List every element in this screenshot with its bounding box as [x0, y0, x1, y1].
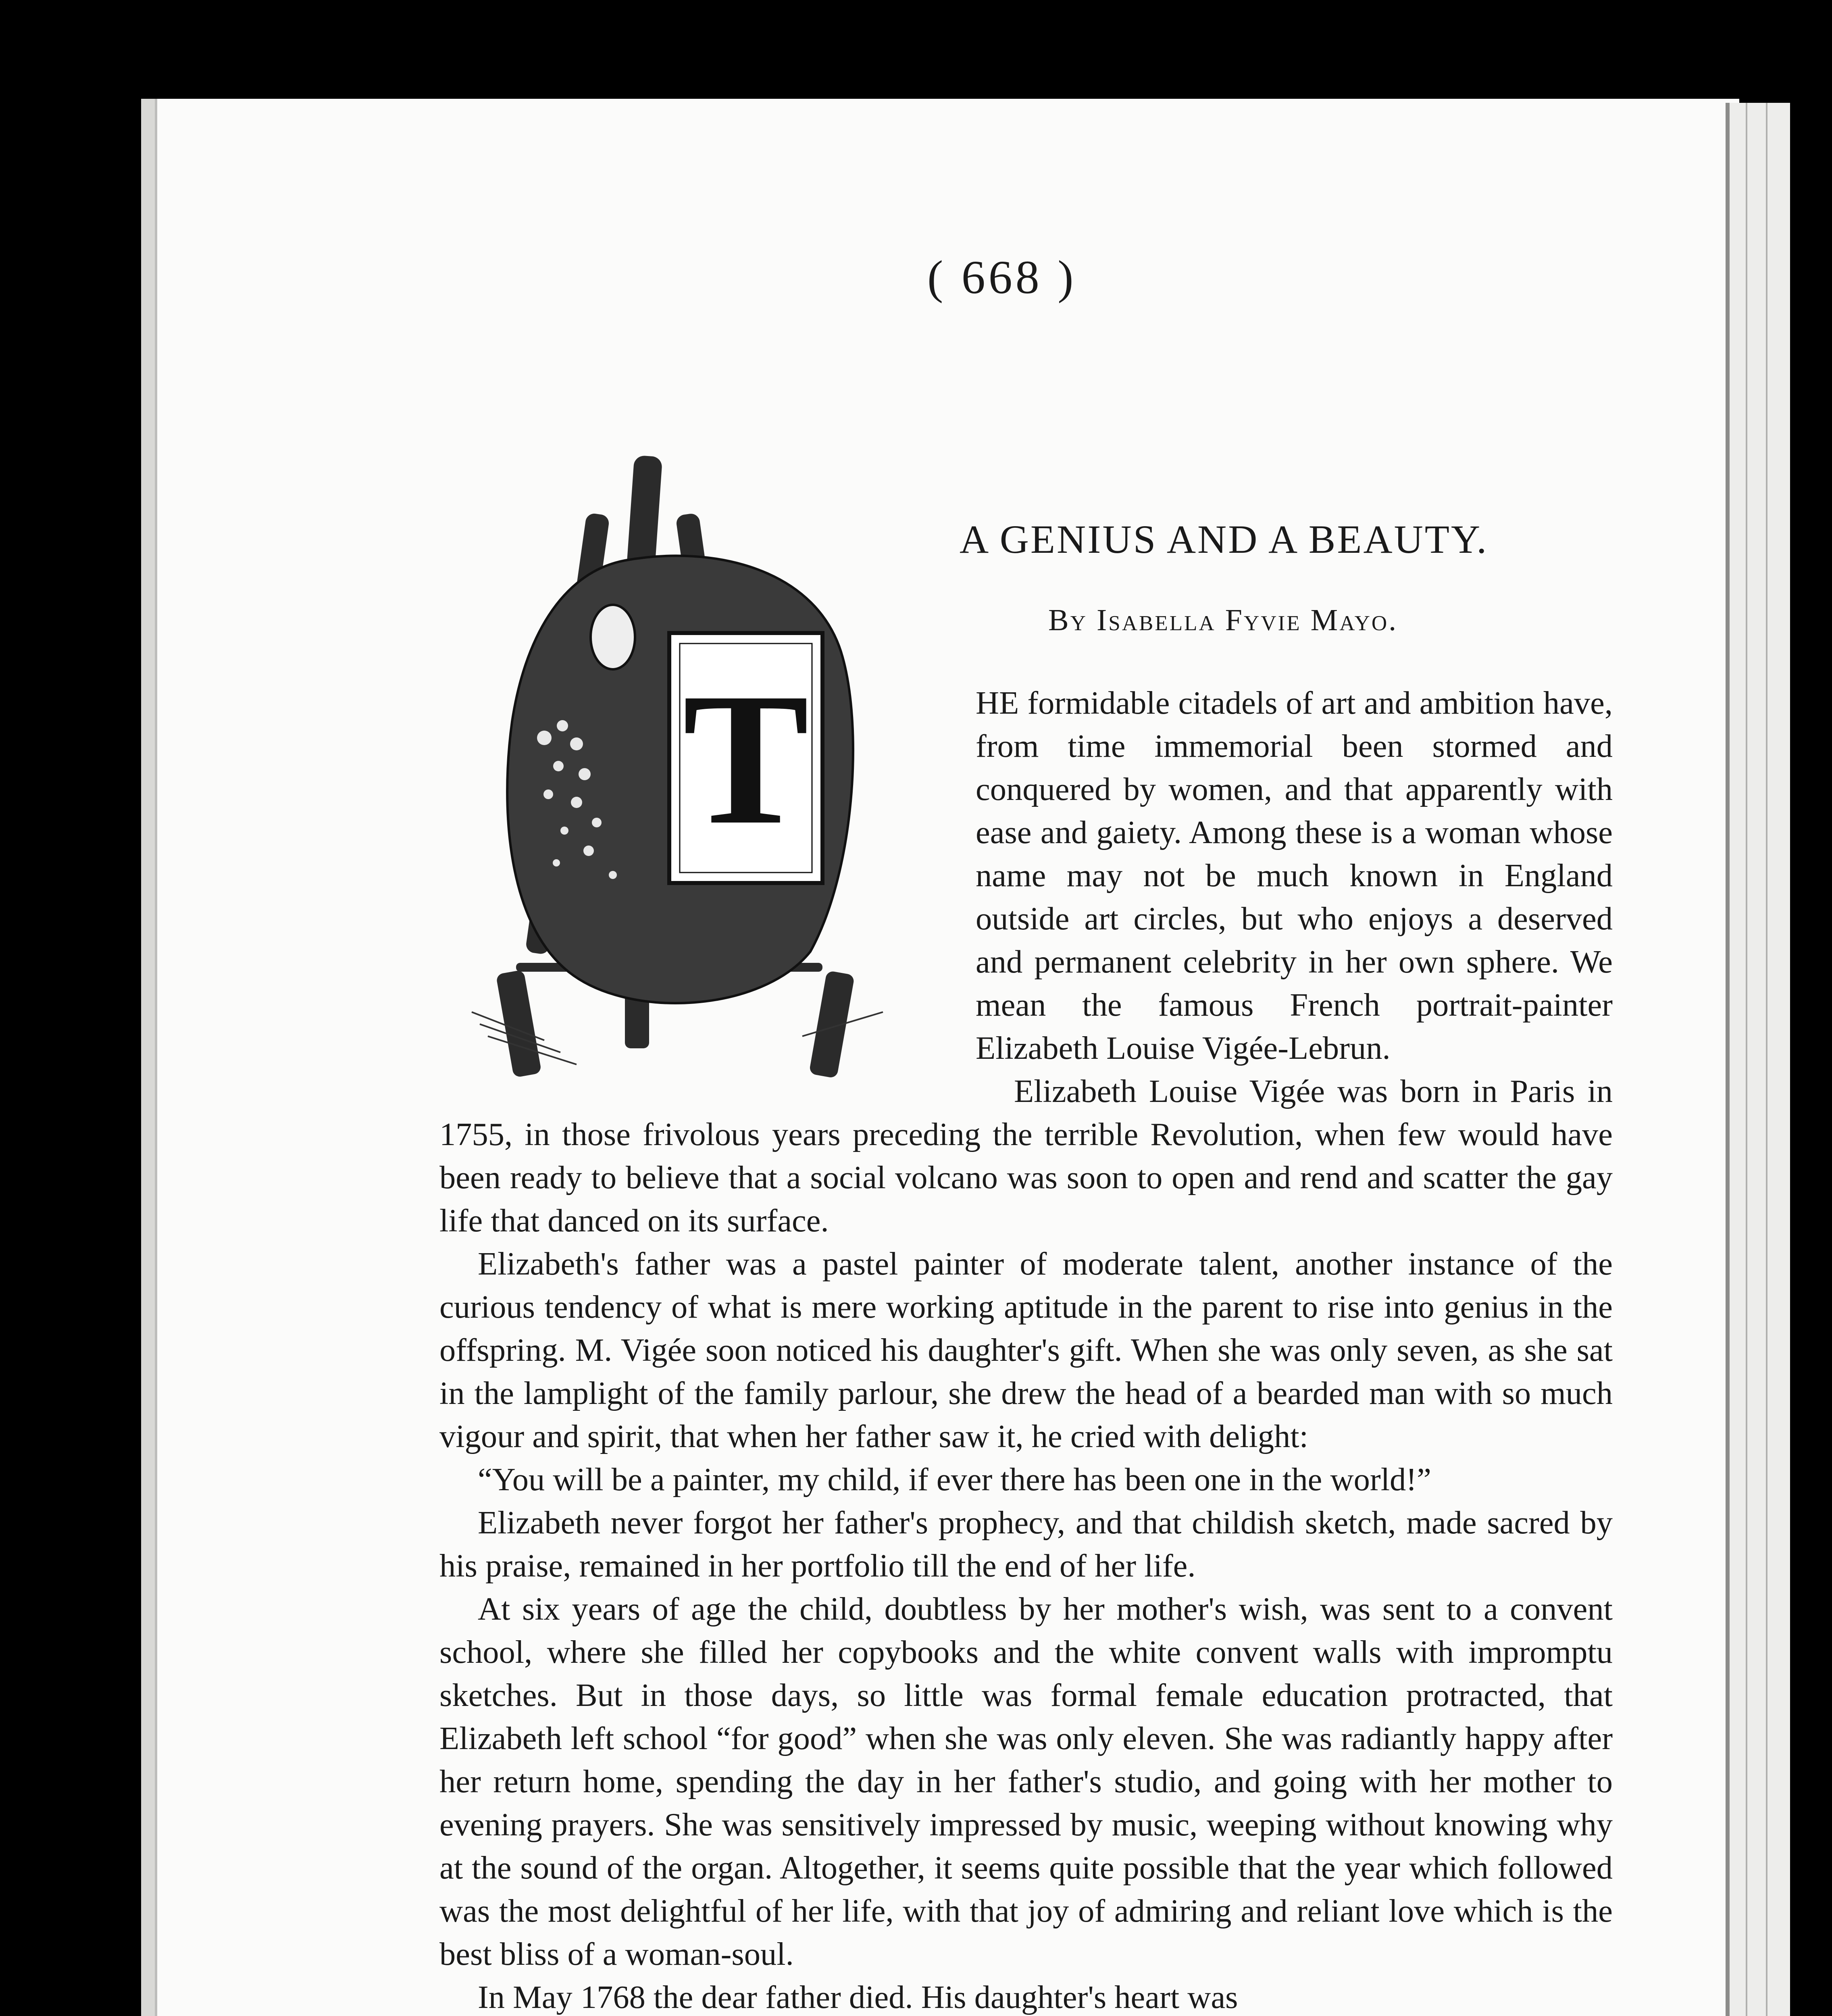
page-number: ( 668 )	[927, 251, 1077, 304]
article-byline: By Isabella Fyvie Mayo.	[1048, 603, 1398, 637]
article-title: A GENIUS AND A BEAUTY.	[960, 517, 1488, 562]
paragraph: Elizabeth's father was a pastel painter of moderate talent, another instance of the curious tendency of what is mere working aptitude in the parent to rise into genius in the offspring. M. Vigée soon noticed his daughter's gift. When she was only seven, as she sat in the lamplight of the family parlour, she drew the head of a bearded man with so much vigour and spirit, that when her father saw it, he cried with delight:	[439, 1246, 1613, 1454]
article-body	[439, 681, 1613, 2016]
paragraph: “You will be a painter, my child, if ever there has been one in the world!”	[478, 1462, 1431, 1497]
palette-thumb-hole	[591, 605, 635, 669]
next-page-edge	[1726, 103, 1790, 2016]
paragraph: At six years of age the child, doubtless by her mother's wish, was sent to a convent school, where she filled her copybooks and the white convent walls with impromptu sketches. But in those days, so little was formal female education protracted, that Elizabeth left school “for good” when she was only eleven. She was radiantly happy after her return home, spending the day in her father's studio, and going with her mother to evening prayers. She was sensitively impressed by music, weeping without knowing why at the sound of the organ. Altogether, it seems quite possible that the year which followed was the most delightful of her life, with that joy of admiring and reliant love which is the best bliss of a woman-soul.	[439, 1591, 1613, 1972]
paragraph: Elizabeth Louise Vigée was born in Paris in 1755, in those frivolous years preceding the terrible Revolution, when few would have been ready to believe that a social volcano was soon to open and rend and scatter the gay life that danced on its surface.	[439, 1073, 1613, 1239]
drop-cap: T	[683, 654, 809, 864]
paragraph: In May 1768 the dear father died. His daughter's heart was	[478, 1979, 1238, 2015]
illustration-float-space	[439, 681, 976, 1105]
paragraph: HE formidable citadels of art and ambition have, from time immemorial been stormed and conquered by women, and that apparently with ease and gaiety. Among these is a woman whose name may not be much known in England outside art circles, but who enjoys a deserved and permanent celebrity in her own sphere. We mean the famous French portrait-painter Elizabeth Louise Vigée-Lebrun.	[976, 685, 1613, 1066]
paragraph: Elizabeth never forgot her father's prophecy, and that childish sketch, made sacred by his praise, remained in her portfolio till the end of her life.	[439, 1505, 1613, 1584]
